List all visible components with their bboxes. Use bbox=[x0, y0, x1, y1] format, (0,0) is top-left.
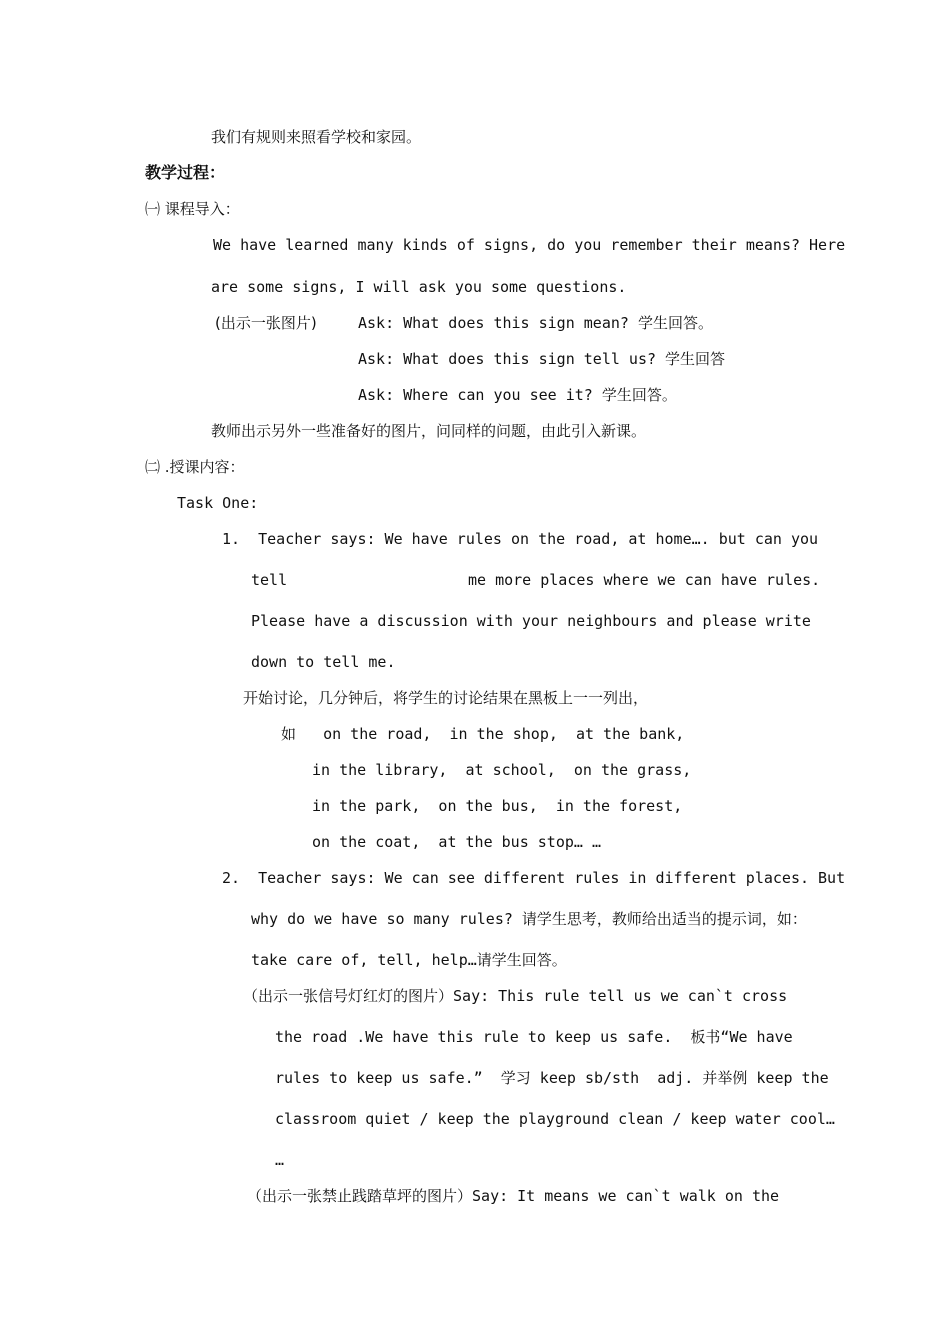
text-line: … bbox=[275, 1151, 285, 1169]
text-line: classroom quiet / keep the playground clean / keep water cool… bbox=[275, 1110, 835, 1128]
text-line: (出示一张图片) bbox=[215, 314, 317, 332]
subsection-heading: ㈠ 课程导入： bbox=[145, 200, 240, 218]
text-line: Ask: What does this sign tell us? 学生回答 bbox=[358, 350, 726, 368]
text-line: on the coat, at the bus stop… … bbox=[312, 833, 601, 851]
text-line: （出示一张禁止践踏草坪的图片）Say: It means we can`t walk on the bbox=[247, 1187, 780, 1205]
text-line: the road .We have this rule to keep us safe. 板书“We have bbox=[275, 1028, 793, 1046]
text-line: 如 on the road, in the shop, at the bank, bbox=[281, 725, 685, 743]
text-line: are some signs, I will ask you some questions. bbox=[211, 278, 627, 296]
list-item: 1. Teacher says: We have rules on the road, at home…. but can you bbox=[222, 530, 819, 548]
text-line: take care of, tell, help…请学生回答。 bbox=[251, 951, 567, 969]
text-line: 我们有规则来照看学校和家园。 bbox=[211, 128, 422, 146]
text-line bbox=[213, 235, 846, 255]
text-line: down to tell me. bbox=[251, 653, 396, 671]
text-line: in the park, on the bus, in the forest, bbox=[312, 797, 683, 815]
text-line: Ask: Where can you see it? 学生回答。 bbox=[358, 386, 677, 404]
text-line: why do we have so many rules? 请学生思考，教师给出适当的提示词，如： bbox=[251, 910, 807, 928]
text-line: me more places where we can have rules. bbox=[468, 571, 821, 589]
subsection-heading: ㈡ .授课内容： bbox=[145, 458, 245, 476]
text-line: （出示一张信号灯红灯的图片）Say: This rule tell us we can`t cross bbox=[243, 987, 788, 1005]
text-line: Task One: bbox=[177, 494, 259, 512]
text-line: tell bbox=[251, 571, 288, 589]
text-line: 教师出示另外一些准备好的图片，问同样的问题，由此引入新课。 bbox=[211, 422, 647, 440]
text-line: We have learned many kinds of signs, do you remember their means? Here bbox=[213, 236, 846, 254]
text-line: Please have a discussion with your neighbours and please write bbox=[251, 612, 811, 630]
text-line: rules to keep us safe.” 学习 keep sb/sth adj. 并举例 keep the bbox=[275, 1069, 829, 1087]
section-heading: 教学过程： bbox=[145, 163, 226, 182]
list-item: 2. Teacher says: We can see different rules in different places. But bbox=[222, 869, 846, 887]
text-line: Ask: What does this sign mean? 学生回答。 bbox=[358, 314, 713, 332]
text-line: in the library, at school, on the grass, bbox=[312, 761, 692, 779]
text-line: 开始讨论，几分钟后，将学生的讨论结果在黑板上一一列出， bbox=[243, 689, 649, 707]
